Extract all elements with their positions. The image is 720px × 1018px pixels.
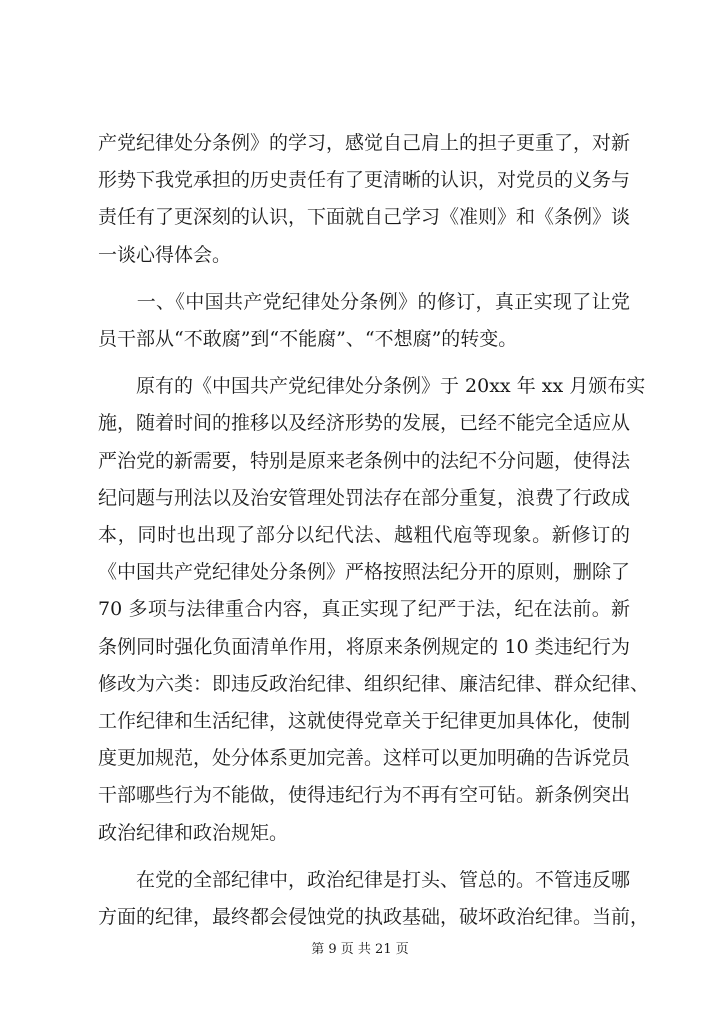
text-line: 修改为六类：即违反政治纪律、组织纪律、廉洁纪律、群众纪律、 bbox=[98, 672, 650, 695]
text-line: 员干部从“不敢腐”到“不能腐”、“不想腐”的转变。 bbox=[98, 328, 518, 351]
text-line: 工作纪律和生活纪律，这就使得党章关于纪律更加具体化，使制 bbox=[98, 710, 631, 733]
text-line: 70 多项与法律重合内容，真正实现了纪严于法，纪在法前。新 bbox=[98, 598, 630, 621]
text-line: 纪问题与刑法以及治安管理处罚法存在部分重复，浪费了行政成 bbox=[98, 486, 631, 509]
document-body bbox=[98, 125, 650, 936]
text-line: 度更加规范，处分体系更加完善。这样可以更加明确的告诉党员 bbox=[98, 747, 631, 770]
text-line: 在党的全部纪律中，政治纪律是打头、管总的。不管违反哪 bbox=[98, 868, 631, 891]
paragraph-1 bbox=[98, 125, 630, 274]
paragraph-2 bbox=[98, 284, 630, 358]
text-line: 政治纪律和政治规矩。 bbox=[98, 821, 289, 844]
page-number-footer: 第 9 页 共 21 页 bbox=[311, 942, 409, 957]
text-line: 干部哪些行为不能做，使得违纪行为不再有空可钻。新条例突出 bbox=[98, 784, 631, 807]
paragraph-4 bbox=[98, 862, 650, 936]
text-line: 原有的《中国共产党纪律处分条例》于 20xx 年 xx 月颁布实 bbox=[98, 375, 646, 398]
text-line: 形势下我党承担的历史责任有了更清晰的认识，对党员的义务与 bbox=[98, 169, 631, 192]
text-line: 《中国共产党纪律处分条例》严格按照法纪分开的原则，删除了 bbox=[98, 561, 631, 584]
text-line: 条例同时强化负面清单作用，将原来条例规定的 10 类违纪行为 bbox=[98, 635, 630, 658]
text-line: 责任有了更深刻的认识，下面就自己学习《准则》和《条例》谈 bbox=[98, 206, 631, 229]
text-line: 一谈心得体会。 bbox=[98, 243, 232, 266]
text-line: 施，随着时间的推移以及经济形势的发展，已经不能完全适应从 bbox=[98, 412, 631, 435]
paragraph-3 bbox=[98, 368, 650, 852]
text-line: 一、《中国共产党纪律处分条例》的修订，真正实现了让党 bbox=[98, 290, 630, 313]
text-line: 方面的纪律，最终都会侵蚀党的执政基础，破坏政治纪律。当前， bbox=[98, 906, 650, 929]
text-line: 本，同时也出现了部分以纪代法、越粗代庖等现象。新修订的 bbox=[98, 524, 630, 547]
text-line: 产党纪律处分条例》的学习，感觉自己肩上的担子更重了，对新 bbox=[98, 132, 631, 154]
text-line: 严治党的新需要，特别是原来老条例中的法纪不分问题，使得法 bbox=[98, 449, 631, 472]
